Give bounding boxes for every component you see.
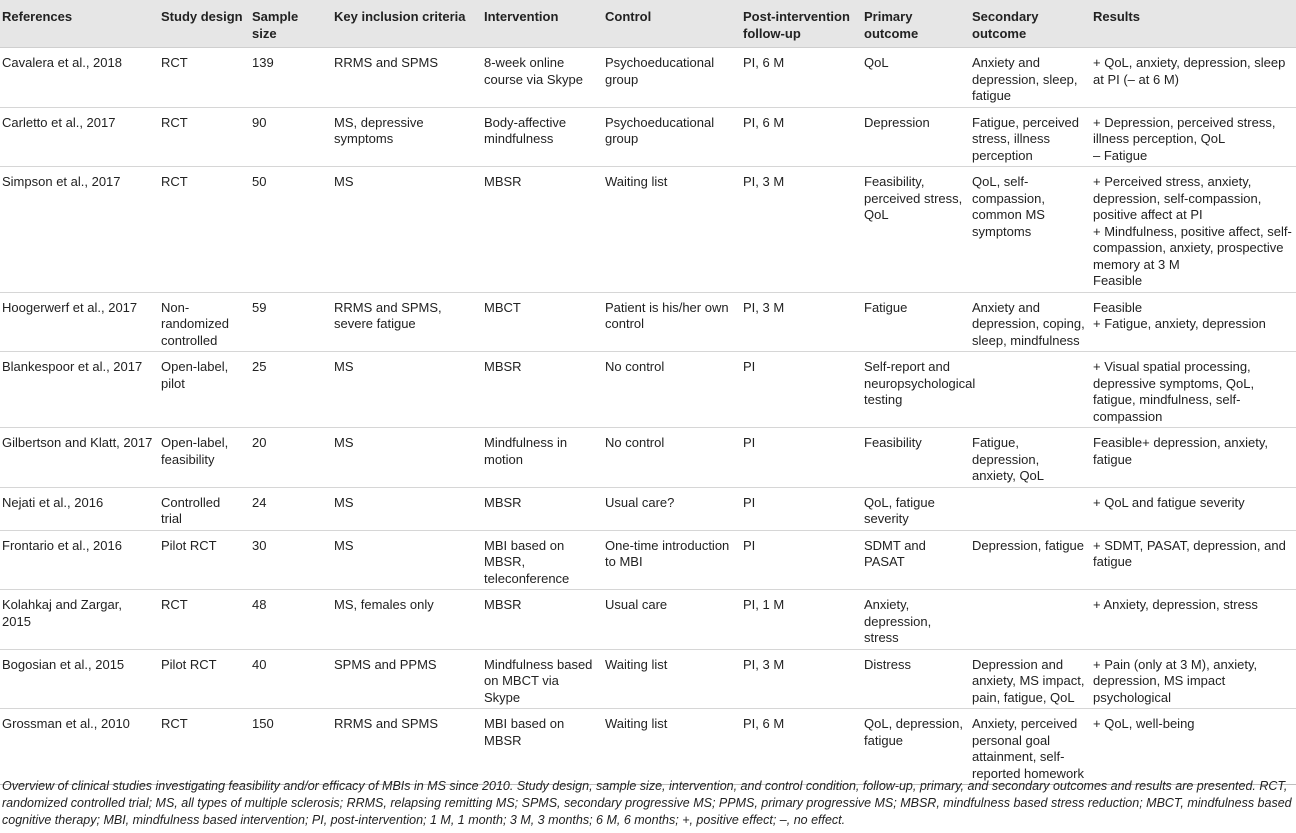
header-primary-outcome: Primary outcome	[860, 0, 968, 48]
study-design-cell: RCT	[157, 709, 248, 785]
header-results: Results	[1089, 0, 1296, 48]
inclusion-criteria-cell: MS	[330, 487, 480, 530]
inclusion-criteria-cell: MS	[330, 167, 480, 293]
sample-size-cell: 25	[248, 352, 330, 428]
sample-size-cell: 48	[248, 590, 330, 650]
secondary-outcome-cell: Anxiety and depression, sleep, fatigue	[968, 48, 1089, 108]
table-caption: Overview of clinical studies investigating feasibility and/or efficacy of MBIs in MS since 2010. Study design, sample size, intervention, and control condition, follow-up, primary, and secondary outcomes and results are presented. RCT, randomized controlled trial; MS, all types of multiple sclerosis; RRMS, relapsing remitting MS; SPMS, secondary progressive MS; PPMS, primary progressive MS; MBSR, mindfulness based stress reduction; MBCT, mindfulness based cognitive therapy; MBI, mindfulness based intervention; PI, post-intervention; 1 M, 1 month; 3 M, 3 months; 6 M, 6 months; +, positive effect; –, no effect.	[2, 779, 1292, 827]
primary-outcome-cell: Distress	[860, 649, 968, 709]
intervention-cell: Mindfulness based on MBCT via Skype	[480, 649, 601, 709]
table-row	[0, 709, 1296, 785]
control-cell: Waiting list	[601, 709, 739, 785]
secondary-outcome-cell	[968, 352, 1089, 428]
header-secondary-outcome: Secondary outcome	[968, 0, 1089, 48]
study-design-cell: Open-label, feasibility	[157, 428, 248, 488]
intervention-cell: MBI based on MBSR, teleconference	[480, 530, 601, 590]
intervention-cell: MBSR	[480, 167, 601, 293]
control-cell: Waiting list	[601, 167, 739, 293]
inclusion-criteria-cell: MS	[330, 530, 480, 590]
follow-up-cell: PI, 3 M	[739, 292, 860, 352]
study-design-cell: Open-label, pilot	[157, 352, 248, 428]
primary-outcome-cell: Anxiety, depression, stress	[860, 590, 968, 650]
header-study-design: Study design	[157, 0, 248, 48]
table-row	[0, 649, 1296, 709]
results-cell: + Visual spatial processing, depressive symptoms, QoL, fatigue, mindfulness, self-compassion	[1089, 352, 1296, 428]
control-cell: No control	[601, 428, 739, 488]
sample-size-cell: 50	[248, 167, 330, 293]
results-cell: + Anxiety, depression, stress	[1089, 590, 1296, 650]
intervention-cell: MBSR	[480, 487, 601, 530]
sample-size-cell: 59	[248, 292, 330, 352]
intervention-cell: 8-week online course via Skype	[480, 48, 601, 108]
sample-size-cell: 150	[248, 709, 330, 785]
intervention-cell: Mindfulness in motion	[480, 428, 601, 488]
results-cell: + SDMT, PASAT, depression, and fatigue	[1089, 530, 1296, 590]
table-row	[0, 107, 1296, 167]
secondary-outcome-cell: QoL, self-compassion, common MS symptoms	[968, 167, 1089, 293]
results-cell: Feasible+ depression, anxiety, fatigue	[1089, 428, 1296, 488]
control-cell: Usual care	[601, 590, 739, 650]
intervention-cell: MBSR	[480, 590, 601, 650]
reference-cell: Nejati et al., 2016	[0, 487, 157, 530]
header-follow-up: Post-intervention follow-up	[739, 0, 860, 48]
header-sample-size: Sample size	[248, 0, 330, 48]
table-body	[0, 48, 1296, 785]
reference-cell: Simpson et al., 2017	[0, 167, 157, 293]
results-cell: + Pain (only at 3 M), anxiety, depression, MS impact psychological	[1089, 649, 1296, 709]
follow-up-cell: PI	[739, 530, 860, 590]
inclusion-criteria-cell: RRMS and SPMS, severe fatigue	[330, 292, 480, 352]
secondary-outcome-cell	[968, 590, 1089, 650]
control-cell: One-time introduction to MBI	[601, 530, 739, 590]
study-design-cell: Pilot RCT	[157, 649, 248, 709]
follow-up-cell: PI, 3 M	[739, 649, 860, 709]
header-intervention: Intervention	[480, 0, 601, 48]
reference-cell: Frontario et al., 2016	[0, 530, 157, 590]
table-row	[0, 352, 1296, 428]
inclusion-criteria-cell: RRMS and SPMS	[330, 709, 480, 785]
header-references: References	[0, 0, 157, 48]
primary-outcome-cell: QoL	[860, 48, 968, 108]
results-cell: + Depression, perceived stress, illness perception, QoL – Fatigue	[1089, 107, 1296, 167]
header-row	[0, 0, 1296, 48]
table-row	[0, 167, 1296, 293]
reference-cell: Carletto et al., 2017	[0, 107, 157, 167]
reference-cell: Grossman et al., 2010	[0, 709, 157, 785]
control-cell: Usual care?	[601, 487, 739, 530]
intervention-cell: Body-affective mindfulness	[480, 107, 601, 167]
secondary-outcome-cell: Fatigue, depression, anxiety, QoL	[968, 428, 1089, 488]
reference-cell: Kolahkaj and Zargar, 2015	[0, 590, 157, 650]
header-control: Control	[601, 0, 739, 48]
table-row	[0, 530, 1296, 590]
sample-size-cell: 30	[248, 530, 330, 590]
follow-up-cell: PI	[739, 352, 860, 428]
inclusion-criteria-cell: MS	[330, 428, 480, 488]
follow-up-cell: PI, 6 M	[739, 48, 860, 108]
results-cell: + QoL, anxiety, depression, sleep at PI (– at 6 M)	[1089, 48, 1296, 108]
reference-cell: Blankespoor et al., 2017	[0, 352, 157, 428]
control-cell: Psychoeducational group	[601, 48, 739, 108]
study-design-cell: Controlled trial	[157, 487, 248, 530]
follow-up-cell: PI, 1 M	[739, 590, 860, 650]
study-design-cell: Non-randomized controlled	[157, 292, 248, 352]
reference-cell: Gilbertson and Klatt, 2017	[0, 428, 157, 488]
study-design-cell: RCT	[157, 590, 248, 650]
secondary-outcome-cell: Depression and anxiety, MS impact, pain, fatigue, QoL	[968, 649, 1089, 709]
primary-outcome-cell: Fatigue	[860, 292, 968, 352]
table-row	[0, 428, 1296, 488]
study-design-cell: RCT	[157, 167, 248, 293]
intervention-cell: MBSR	[480, 352, 601, 428]
inclusion-criteria-cell: MS, depressive symptoms	[330, 107, 480, 167]
study-design-cell: Pilot RCT	[157, 530, 248, 590]
header-inclusion-criteria: Key inclusion criteria	[330, 0, 480, 48]
results-cell: Feasible + Fatigue, anxiety, depression	[1089, 292, 1296, 352]
study-design-cell: RCT	[157, 48, 248, 108]
secondary-outcome-cell: Depression, fatigue	[968, 530, 1089, 590]
table-row	[0, 487, 1296, 530]
sample-size-cell: 20	[248, 428, 330, 488]
follow-up-cell: PI, 6 M	[739, 709, 860, 785]
results-cell: + QoL and fatigue severity	[1089, 487, 1296, 530]
inclusion-criteria-cell: RRMS and SPMS	[330, 48, 480, 108]
sample-size-cell: 40	[248, 649, 330, 709]
reference-cell: Cavalera et al., 2018	[0, 48, 157, 108]
secondary-outcome-cell: Fatigue, perceived stress, illness perception	[968, 107, 1089, 167]
primary-outcome-cell: QoL, fatigue severity	[860, 487, 968, 530]
intervention-cell: MBI based on MBSR	[480, 709, 601, 785]
primary-outcome-cell: Feasibility, perceived stress, QoL	[860, 167, 968, 293]
primary-outcome-cell: SDMT and PASAT	[860, 530, 968, 590]
inclusion-criteria-cell: MS	[330, 352, 480, 428]
secondary-outcome-cell	[968, 487, 1089, 530]
table-row	[0, 292, 1296, 352]
primary-outcome-cell: Self-report and neuropsychological testing	[860, 352, 968, 428]
follow-up-cell: PI, 3 M	[739, 167, 860, 293]
follow-up-cell: PI	[739, 487, 860, 530]
sample-size-cell: 139	[248, 48, 330, 108]
intervention-cell: MBCT	[480, 292, 601, 352]
follow-up-cell: PI, 6 M	[739, 107, 860, 167]
results-cell: + QoL, well-being	[1089, 709, 1296, 785]
study-design-cell: RCT	[157, 107, 248, 167]
inclusion-criteria-cell: SPMS and PPMS	[330, 649, 480, 709]
table-row	[0, 48, 1296, 108]
control-cell: No control	[601, 352, 739, 428]
primary-outcome-cell: Feasibility	[860, 428, 968, 488]
reference-cell: Bogosian et al., 2015	[0, 649, 157, 709]
control-cell: Psychoeducational group	[601, 107, 739, 167]
secondary-outcome-cell: Anxiety and depression, coping, sleep, mindfulness	[968, 292, 1089, 352]
follow-up-cell: PI	[739, 428, 860, 488]
table-row	[0, 590, 1296, 650]
reference-cell: Hoogerwerf et al., 2017	[0, 292, 157, 352]
inclusion-criteria-cell: MS, females only	[330, 590, 480, 650]
primary-outcome-cell: Depression	[860, 107, 968, 167]
secondary-outcome-cell: Anxiety, perceived personal goal attainment, self-reported homework	[968, 709, 1089, 785]
control-cell: Patient is his/her own control	[601, 292, 739, 352]
sample-size-cell: 24	[248, 487, 330, 530]
table-header	[0, 0, 1296, 48]
control-cell: Waiting list	[601, 649, 739, 709]
results-cell: + Perceived stress, anxiety, depression, self-compassion, positive affect at PI + Mindfulness, positive affect, self-compassion, anxiety, prospective memory at 3 M Feasible	[1089, 167, 1296, 293]
sample-size-cell: 90	[248, 107, 330, 167]
primary-outcome-cell: QoL, depression, fatigue	[860, 709, 968, 785]
